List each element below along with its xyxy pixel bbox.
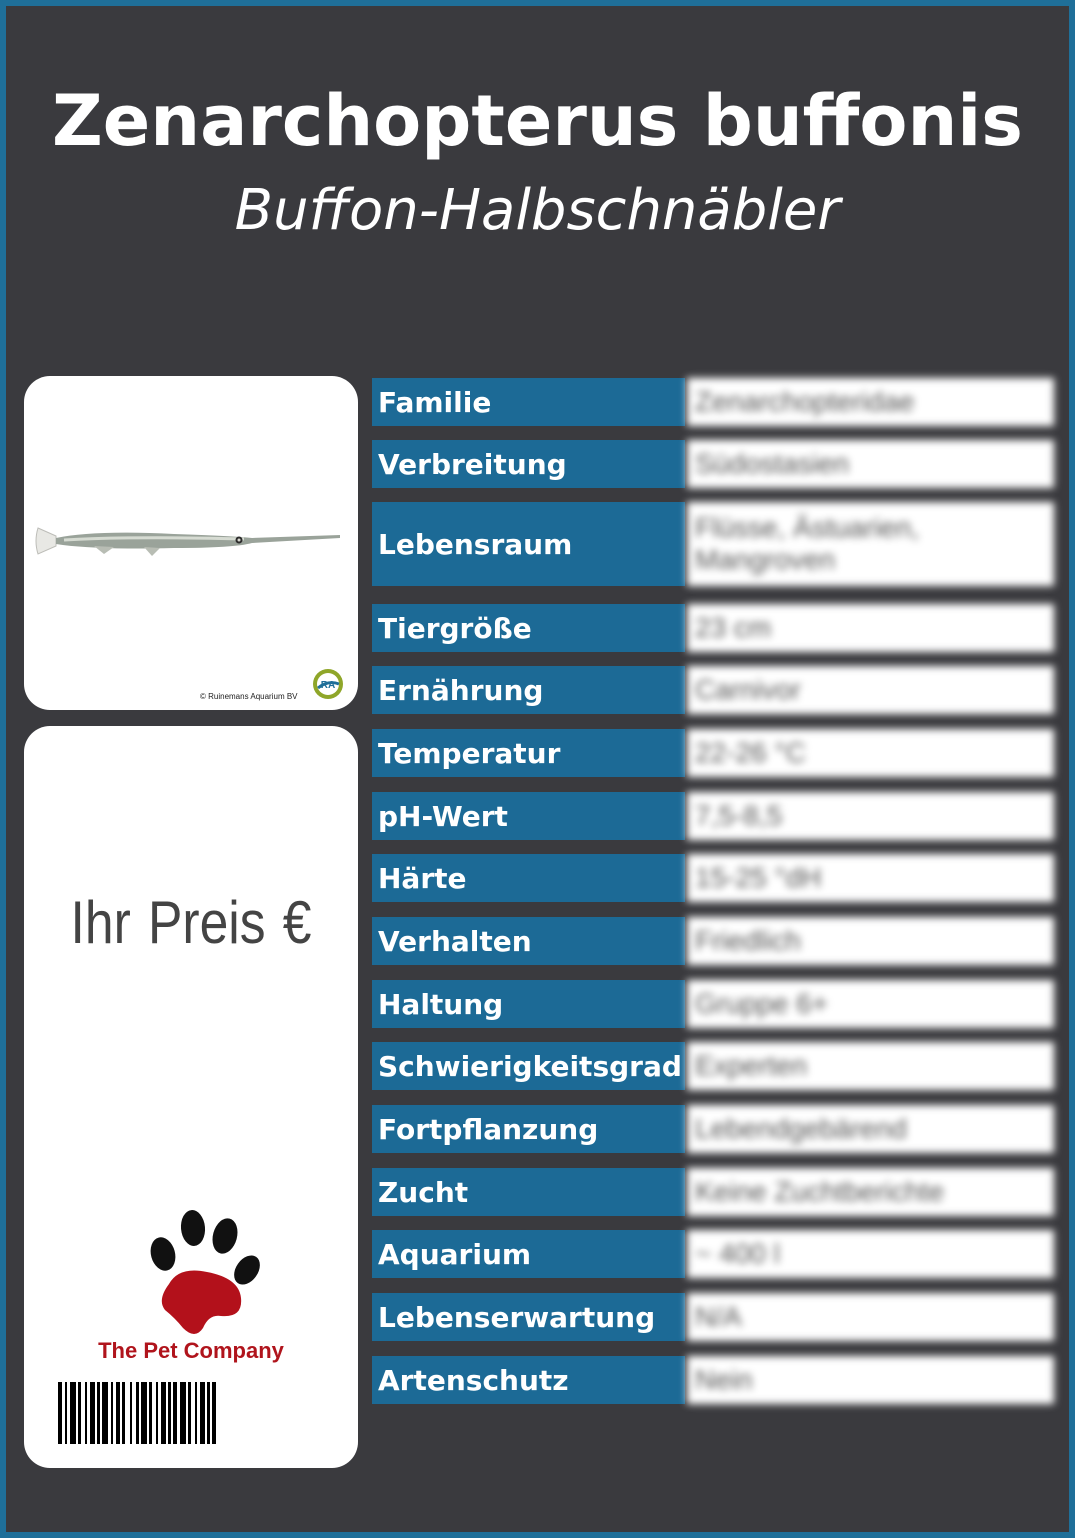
fact-value: 23 cm [687, 604, 1054, 652]
ra-logo-icon [312, 668, 344, 700]
fact-row [372, 1105, 1054, 1153]
price-card [24, 726, 358, 1468]
fact-row [372, 792, 1054, 840]
fact-label: Familie [372, 378, 685, 426]
fact-row [372, 1168, 1054, 1216]
fact-row [372, 604, 1054, 652]
fact-label: Zucht [372, 1168, 685, 1216]
barcode [58, 1382, 334, 1444]
fact-label: Lebenserwartung [372, 1293, 685, 1341]
price-word-2: Preis [147, 889, 266, 956]
fact-value: ~ 400 l [687, 1230, 1054, 1278]
page-title: Zenarchopterus buffonis [52, 80, 1023, 162]
fact-row [372, 917, 1054, 965]
fact-label: Haltung [372, 980, 685, 1028]
fact-label: Härte [372, 854, 685, 902]
fact-label: Artenschutz [372, 1356, 685, 1404]
fact-value: N/A [687, 1293, 1054, 1341]
common-name-subtitle: Buffon-Halbschnäbler [234, 178, 841, 243]
fact-value: Carnivor [687, 666, 1054, 714]
fact-value: Südostasien [687, 440, 1054, 488]
currency-symbol: € [282, 889, 312, 956]
fact-row [372, 666, 1054, 714]
fact-value: 22-26 °C [687, 729, 1054, 777]
fact-row [372, 980, 1054, 1028]
fact-value: Zenarchopteridae [687, 378, 1054, 426]
fact-label: Ernährung [372, 666, 685, 714]
fact-value: Lebendgebärend [687, 1105, 1054, 1153]
fact-value: Friedlich [687, 917, 1054, 965]
fact-row [372, 440, 1054, 488]
fact-label: Temperatur [372, 729, 685, 777]
photo-card [24, 376, 358, 710]
paw-logo-icon [129, 1206, 269, 1336]
fact-value: Keine Zuchtberichte [687, 1168, 1054, 1216]
fact-row [372, 1042, 1054, 1090]
fact-row [372, 1293, 1054, 1341]
price-label [47, 888, 334, 957]
fact-label: Schwierigkeitsgrad [372, 1042, 685, 1090]
fact-row [372, 1356, 1054, 1404]
fact-row [372, 502, 1054, 586]
fact-row [372, 854, 1054, 902]
fact-label: pH-Wert [372, 792, 685, 840]
fact-value: Flüsse, Ästuarien, Mangroven [687, 502, 1054, 586]
fact-label: Aquarium [372, 1230, 685, 1278]
photo-copyright: © Ruinemans Aquarium BV [200, 692, 298, 701]
fact-value: 15-25 °dH [687, 854, 1054, 902]
fact-label: Lebensraum [372, 502, 685, 586]
fact-label: Fortpflanzung [372, 1105, 685, 1153]
fact-label: Verbreitung [372, 440, 685, 488]
fact-row [372, 729, 1054, 777]
ra-logo-text: RA [320, 680, 336, 691]
fact-label: Verhalten [372, 917, 685, 965]
fact-value: 7,5-8,5 [687, 792, 1054, 840]
fish-image [34, 516, 344, 566]
company-name: The Pet Company [98, 1338, 284, 1363]
fact-label: Tiergröße [372, 604, 685, 652]
fact-value: Nein [687, 1356, 1054, 1404]
fact-row [372, 378, 1054, 426]
barcode-bar [212, 1382, 216, 1444]
fact-row [372, 1230, 1054, 1278]
fact-value: Gruppe 6+ [687, 980, 1054, 1028]
fact-value: Experten [687, 1042, 1054, 1090]
price-word-1: Ihr [70, 889, 131, 956]
